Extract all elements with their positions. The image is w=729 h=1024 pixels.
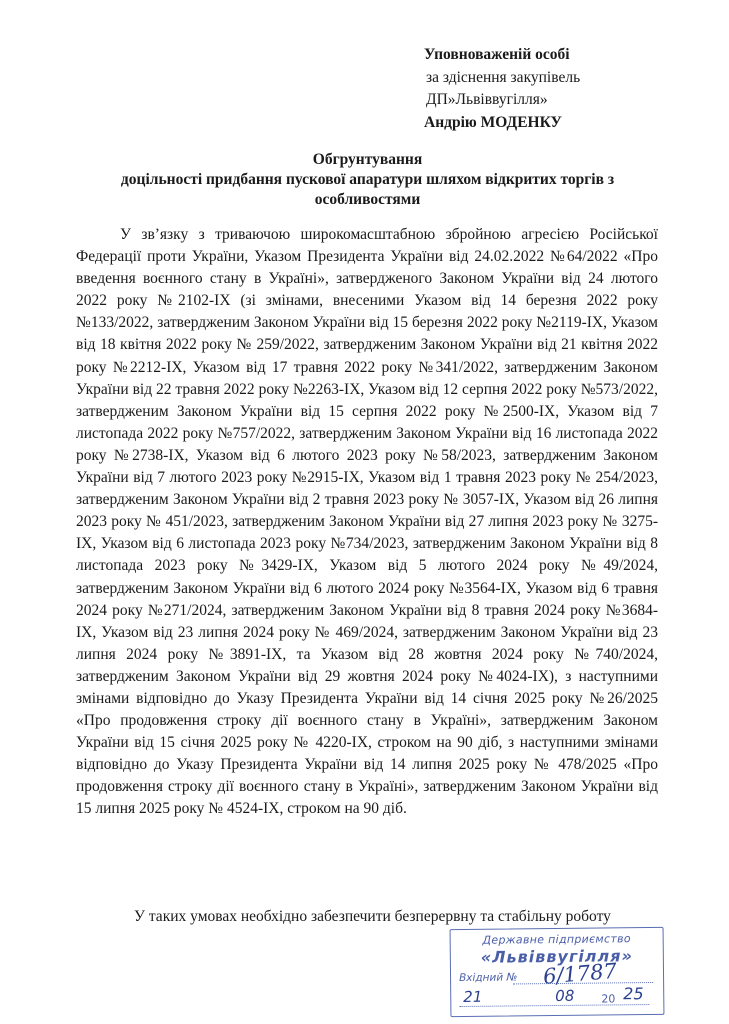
addressee-position: Уповноваженій особі	[424, 46, 570, 63]
body-paragraph-1	[76, 224, 658, 821]
addressee-name: Андрію МОДЕНКУ	[424, 113, 562, 131]
stamp-year-suffix: 25	[623, 984, 644, 1004]
registration-stamp	[450, 927, 665, 1017]
body-paragraph-2: У таких умовах необхідно забезпечити безперервну та стабільну роботу	[134, 908, 611, 925]
stamp-month: 08	[555, 986, 575, 1006]
stamp-day: 21	[463, 987, 483, 1006]
addressee-organization: ДП»Львіввугілля»	[426, 91, 548, 108]
stamp-org-name: «Львіввугілля»	[480, 946, 633, 967]
stamp-incoming-number: 6/1787	[542, 958, 618, 989]
title-subject: доцільності придбання пускової апаратури шляхом відкритих торгів з особливостями	[120, 171, 615, 208]
addressee-block	[424, 44, 580, 134]
title-heading: Обгрунтування	[312, 151, 423, 168]
stamp-year-prefix: 20	[601, 992, 616, 1006]
document-title	[70, 150, 665, 210]
paragraph-1-text: У зв’язку з триваючою широкомасштабною збройною агресією Російської Федерації проти України, Указом Президента України від 24.02.2022 №64/2022 «Про введення воєнного стану в Україні», затвердженого Законом України від 24 лютого 2022 року №2102-IX (зі змінами, внесеними Указом від 14 березня 2022 року №133/2022, затвердженим Законом України від 15 березня 2022 року №2119-IX, Указом від 18 квітня 2022 року № 259/2022, затвердженим Законом України від 21 квітня 2022 року №2212-IX, Указом від 17 травня 2022 року №341/2022, затвердженим Законом України від 22 травня 2022 року №2263-IX, Указом від 12 серпня 2022 року №573/2022, затвердженим Законом України від 15 серпня 2022 року №2500-IX, Указом від 7 листопада 2022 року №757/2022, затвердженим Законом України від 16 листопада 2022 року №2738-IX, Указом від 6 лютого 2023 року №58/2023, затвердженим Законом України від 7 лютого 2023 року №2915-IX, Указом від 1 травня 2023 року № 254/2023, затвердженим Законом України від 2 травня 2023 року № 3057-IX, Указом від 26 липня 2023 року № 451/2023, затвердженим Законом України від 27 липня 2023 року № 3275-IX, Указом від 6 листопада 2023 року №734/2023, затвердженим Законом України від 8 листопада 2023 року №3429-IX, Указом від 5 лютого 2024 року №49/2024, затвердженим Законом України від 6 лютого 2024 року №3564-IX, Указом від 6 травня 2024 року №271/2024, затвердженим Законом України від 8 травня 2024 року №3684-IX, Указом від 23 липня 2024 року № 469/2024, затвердженим Законом України від 23 липня 2024 року №3891-IX, та Указом від 28 жовтня 2024 року №740/2024, затвердженим Законом України від 29 жовтня 2024 року №4024-IX), з наступними змінами відповідно до Указу Президента України від 14 січня 2025 року №26/2025 «Про продовження строку дії воєнного стану в Україні», затвердженим Законом України від 15 січня 2025 року № 4220-IX, строком на 90 діб, з наступними змінами відповідно до Указу Президента України від 14 липня 2025 року № 478/2025 «Про продовження строку дії воєнного стану в Україні», затвердженим Законом України від 15 липня 2025 року № 4524-IX, строком на 90 діб.	[76, 226, 658, 818]
stamp-org-type: Державне підприємство	[482, 932, 631, 947]
stamp-date-line	[459, 1004, 649, 1007]
addressee-role: за здіснення закупівель	[426, 68, 581, 86]
stamp-incoming-label: Вхідний №	[458, 971, 518, 985]
